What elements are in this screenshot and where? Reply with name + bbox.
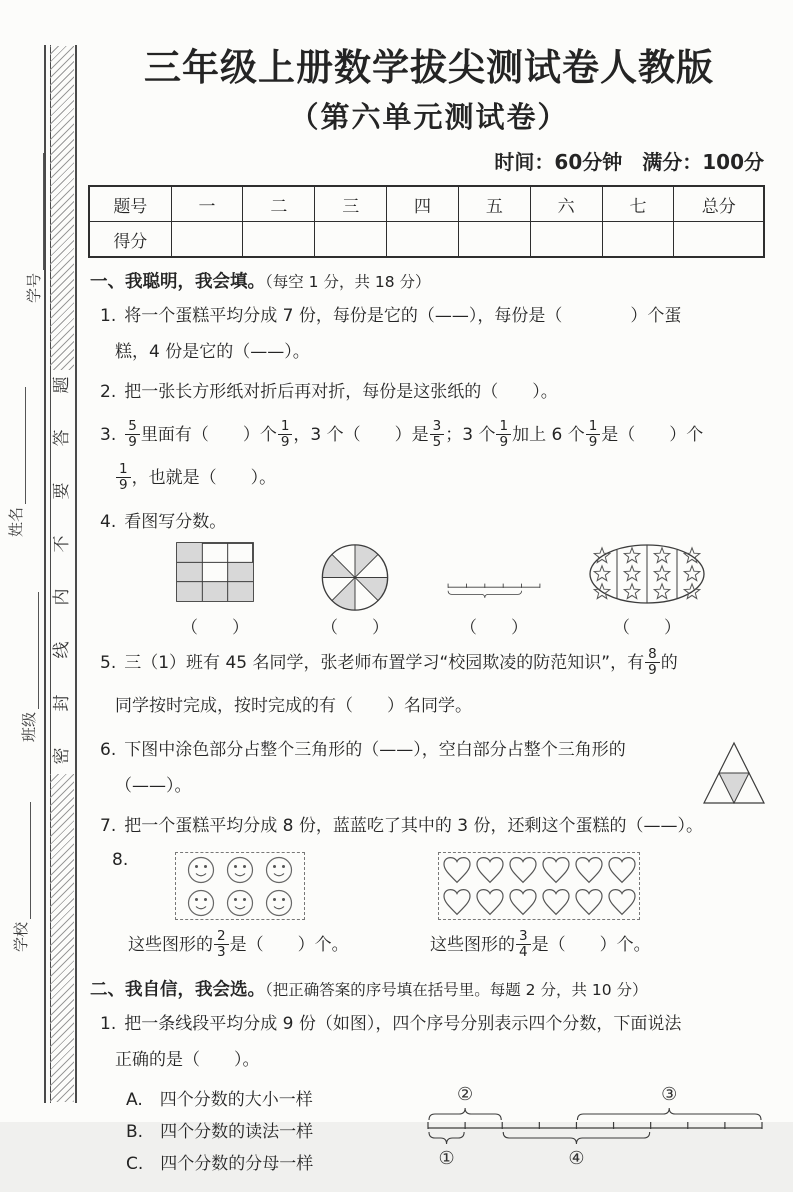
question-number: 4. (100, 512, 124, 532)
q4-figure-row (100, 542, 770, 638)
fraction: $\frac{2}{3}$ (214, 929, 229, 960)
section-1-heading (88, 270, 770, 294)
score-table-col-7: 七 (602, 186, 674, 222)
star-icon (624, 584, 640, 599)
score-table-col-4: 四 (387, 186, 459, 222)
shaded-grid-svg (176, 542, 254, 602)
question-s1-1 (88, 298, 770, 370)
paper-body (88, 0, 770, 1192)
smileys-svg (176, 853, 304, 919)
star-icon (654, 548, 670, 563)
question-s1-8 (88, 850, 770, 966)
question-number: 2. (100, 382, 124, 402)
heart-icon (477, 858, 503, 883)
number-line-figure (428, 542, 560, 638)
paper-title: 三年级上册数学拔尖测试卷人教版 (88, 44, 770, 91)
circled-number-label: ① (438, 1148, 454, 1169)
section-1-title: 一、我聪明，我会填。 (90, 272, 265, 292)
segment-brace-svg (428, 580, 560, 613)
smiley-box (175, 852, 305, 920)
seal-warning-char: 要 (51, 480, 73, 502)
score-table (88, 185, 765, 258)
question-line: 5. 三（1）班有 45 名同学，张老师布置学习“校园欺凌的防范知识”，有 $\frac{8}{9}$ 的 (100, 642, 770, 685)
q8-caption-2: 这些图形的 $\frac{3}{4}$ 是（ ）个。 (430, 924, 651, 966)
star-icon (684, 566, 700, 581)
score-empty-cell (458, 222, 530, 258)
triangle-svg (702, 740, 766, 806)
fraction: $\frac{5}{9}$ (125, 419, 140, 450)
star-icon (654, 566, 670, 581)
star-icon (624, 548, 640, 563)
score-empty-cell (387, 222, 459, 258)
paper-subtitle: （第六单元测试卷） (88, 95, 770, 136)
smiley-face-icon (228, 891, 253, 916)
grid-figure (176, 542, 254, 638)
answer-blank: （ ） (460, 613, 528, 638)
question-number: 7. (100, 816, 124, 836)
smiley-face-icon (267, 891, 292, 916)
question-number: 6. (100, 740, 124, 760)
score-table-score-row (89, 222, 764, 258)
question-line: （——）。 (100, 768, 770, 804)
seal-field-2 (17, 592, 39, 742)
score-empty-cell (243, 222, 315, 258)
circled-number-label: ② (457, 1084, 473, 1105)
question-s1-3 (88, 414, 770, 500)
score-table-col-6: 六 (530, 186, 602, 222)
question-line: 6. 下图中涂色部分占整个三角形的（——），空白部分占整个三角形的 (100, 732, 770, 768)
question-number: 1. (100, 306, 124, 326)
section-2-note: （把正确答案的序号填在括号里。每题 2 分，共 10 分） (265, 981, 648, 999)
hatch-pattern-bottom (50, 774, 74, 1102)
heart-icon (444, 858, 470, 883)
score-empty-cell (530, 222, 602, 258)
star-icon (624, 566, 640, 581)
seal-field-label: 学号 (23, 273, 44, 303)
question-line: 2. 把一张长方形纸对折后再对折，每份是这张纸的（ ）。 (100, 374, 770, 410)
fraction: $\frac{1}{9}$ (496, 419, 511, 450)
score-table-col-2: 二 (243, 186, 315, 222)
time-score-info: 时间：60分钟 满分：100分 (88, 146, 770, 175)
score-empty-cell (602, 222, 674, 258)
q8-figure-row (100, 850, 770, 924)
option-a: A. 四个分数的大小一样 (126, 1084, 313, 1116)
question-line: $\frac{1}{9}$ ，也就是（ ）。 (100, 457, 770, 500)
hatch-pattern-top (50, 46, 74, 370)
heart-icon (609, 890, 635, 915)
heart-icon (477, 890, 503, 915)
hearts-svg (439, 853, 639, 919)
seal-warning-char: 密 (51, 745, 73, 767)
q8-captions (100, 924, 770, 966)
question-line: 同学按时完成，按时完成的有（ ）名同学。 (100, 685, 770, 728)
heart-icon (543, 858, 569, 883)
question-line: 糕，4 份是它的（——）。 (100, 334, 770, 370)
segment-diagram (424, 1082, 768, 1182)
seal-warning-char: 题 (51, 374, 73, 396)
circled-number-label: ③ (661, 1084, 677, 1105)
triangle-figure (702, 740, 766, 806)
question-number: 5. (100, 653, 124, 673)
question-line: 1. 把一条线段平均分成 9 份（如图），四个序号分别表示四个分数，下面说法 (100, 1006, 770, 1042)
heart-icon (444, 890, 470, 915)
fraction: $\frac{8}{9}$ (645, 647, 660, 678)
star-icon (654, 584, 670, 599)
score-table-corner: 题号 (89, 186, 171, 222)
seal-field-blank-line (35, 592, 39, 709)
score-table-col-1: 一 (171, 186, 243, 222)
segment-diagram-svg (424, 1082, 768, 1182)
question-line: 1. 将一个蛋糕平均分成 7 份，每份是它的（——），每份是（ ）个蛋 (100, 298, 770, 334)
smiley-face-icon (189, 858, 214, 883)
score-table-header-row (89, 186, 764, 222)
seal-margin (0, 0, 88, 1122)
question-line: 3. $\frac{5}{9}$ 里面有（ ）个 $\frac{1}{9}$ ，3 个（ ）是 $\frac{3}{5}$ ；3 个 $\frac{1}{9}$ 加上 6 个 $\frac{1}{9}$ 是（ ）个 (100, 414, 770, 457)
seal-field-blank-line (22, 387, 26, 504)
fraction: $\frac{3}{4}$ (516, 929, 531, 960)
seal-field-3 (9, 802, 31, 952)
fraction: $\frac{3}{5}$ (430, 419, 445, 450)
answer-blank: （ ） (321, 613, 389, 638)
heart-icon (543, 890, 569, 915)
seal-field-label: 姓名 (5, 507, 26, 537)
seal-field-label: 学校 (10, 922, 31, 952)
seal-field-0 (22, 153, 44, 303)
answer-blank: （ ） (613, 613, 681, 638)
section-1-note: （每空 1 分，共 18 分） (265, 273, 431, 291)
heart-icon (576, 890, 602, 915)
smiley-face-icon (267, 858, 292, 883)
star-icon (594, 566, 610, 581)
heart-icon (609, 858, 635, 883)
seal-warning-char: 答 (51, 427, 73, 449)
question-line: 7. 把一个蛋糕平均分成 8 份，蓝蓝吃了其中的 3 份，还剩这个蛋糕的（——）。 (100, 808, 770, 844)
seal-field-blank-line (27, 802, 31, 919)
score-empty-cell (674, 222, 764, 258)
seal-field-label: 班级 (18, 712, 39, 742)
options-and-diagram (88, 1080, 770, 1192)
question-s1-5 (88, 642, 770, 728)
seal-warning-char: 内 (51, 586, 73, 608)
option-c: C. 四个分数的分母一样 (126, 1148, 313, 1180)
fraction: $\frac{1}{9}$ (116, 462, 131, 493)
seal-warning-char: 封 (51, 692, 73, 714)
heart-icon (510, 858, 536, 883)
question-line: 正确的是（ ）。 (100, 1042, 770, 1078)
stars-oval-figure (586, 542, 708, 638)
heart-box (438, 852, 640, 920)
circled-number-label: ④ (568, 1148, 584, 1169)
score-label-cell: 得分 (89, 222, 171, 258)
seal-field-1 (4, 387, 26, 537)
question-s2-1 (88, 1006, 770, 1078)
section-2-title: 二、我自信，我会选。 (90, 980, 265, 1000)
fraction: $\frac{1}{9}$ (278, 419, 293, 450)
question-number: 1. (100, 1014, 124, 1034)
heart-icon (576, 858, 602, 883)
score-table-col-8: 总分 (674, 186, 764, 222)
score-table-col-5: 五 (458, 186, 530, 222)
smiley-face-icon (189, 891, 214, 916)
shaded-circle-svg (316, 542, 394, 613)
question-s1-7 (88, 808, 770, 844)
seal-warning-char: 不 (51, 533, 73, 555)
question-number: 8. (112, 850, 128, 870)
answer-blank: （ ） (181, 613, 249, 638)
question-line: 4. 看图写分数。 (100, 504, 770, 540)
question-s1-6 (88, 732, 770, 804)
smiley-face-icon (228, 858, 253, 883)
seal-line-right (75, 45, 77, 1103)
question-s1-2 (88, 374, 770, 410)
score-table-col-3: 三 (315, 186, 387, 222)
score-empty-cell (171, 222, 243, 258)
q8-caption-1: 这些图形的 $\frac{2}{3}$ 是（ ）个。 (128, 924, 349, 966)
score-empty-cell (315, 222, 387, 258)
section-2-heading (88, 978, 770, 1002)
heart-icon (510, 890, 536, 915)
fraction: $\frac{1}{9}$ (586, 419, 601, 450)
stars-oval-svg (586, 542, 708, 606)
option-b: B. 四个分数的读法一样 (126, 1116, 313, 1148)
question-s1-4 (88, 504, 770, 638)
seal-warning-char: 线 (51, 639, 73, 661)
pie-figure (316, 542, 394, 638)
question-number: 3. (100, 425, 124, 445)
